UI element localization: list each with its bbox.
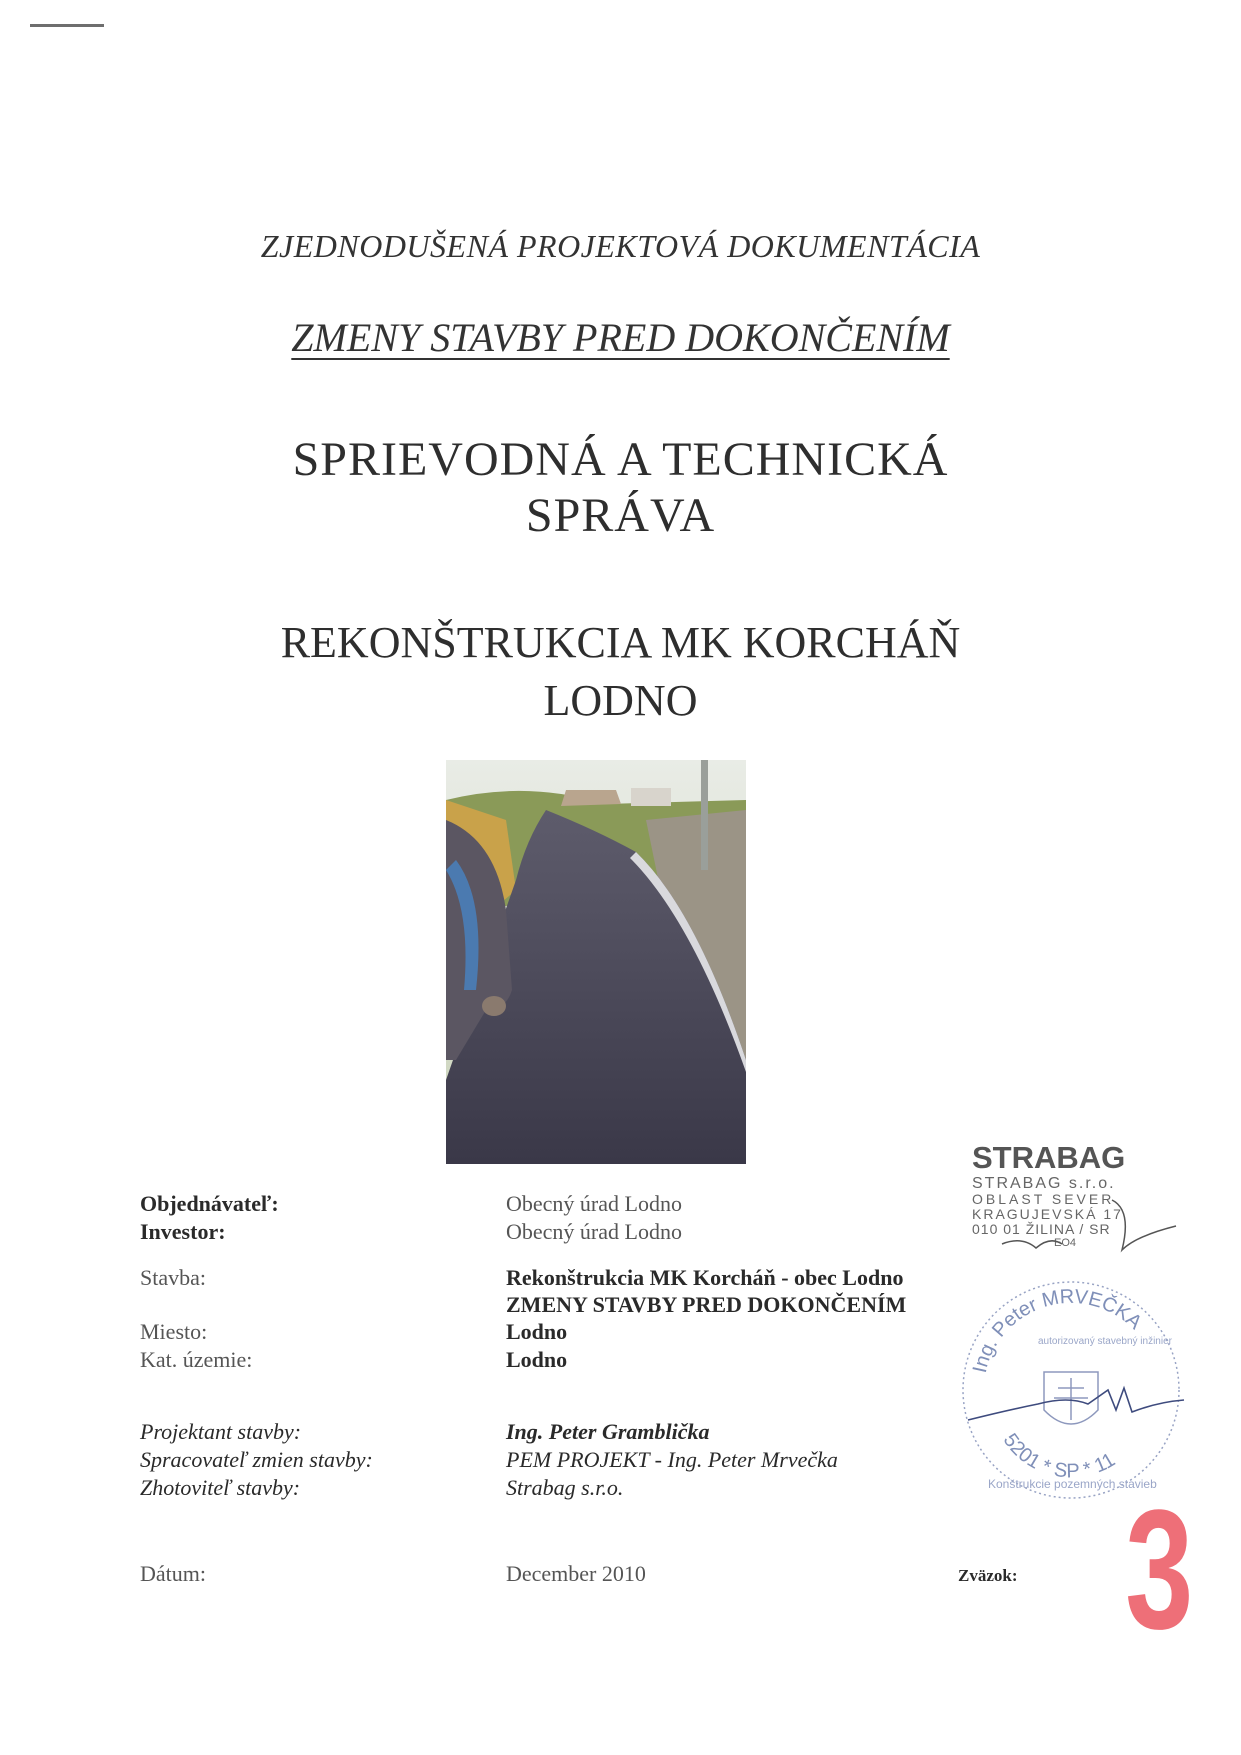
value-zhotovitel: Strabag s.r.o.	[506, 1475, 624, 1500]
value-stavba-2: ZMENY STAVBY PRED DOKONČENÍM	[506, 1292, 907, 1317]
label-kat-uzemie: Kat. územie:	[140, 1347, 253, 1372]
doc-type-line: ZJEDNODUŠENÁ PROJEKTOVÁ DOKUMENTÁCIA	[260, 228, 981, 264]
doc-title-line2: SPRÁVA	[525, 489, 716, 542]
stamp-company-line4: 010 01 ŽILINA / SR	[972, 1221, 1111, 1237]
doc-title	[0, 432, 1241, 544]
stamp-company-line2: OBLAST SEVER	[972, 1191, 1115, 1207]
seal-signature	[968, 1388, 1184, 1420]
volume-number-text: 3	[1125, 1478, 1194, 1650]
value-miesto: Lodno	[506, 1319, 568, 1344]
label-investor: Investor:	[140, 1219, 226, 1244]
volume-number	[1118, 1478, 1194, 1650]
scan-mark	[30, 24, 104, 27]
seal-top-text: Ing. Peter MRVEČKA	[968, 1285, 1146, 1375]
label-zhotovitel: Zhotoviteľ stavby:	[140, 1475, 301, 1500]
svg-text:Ing. Peter MRVEČKA	[969, 1286, 1147, 1375]
label-projektant: Projektant stavby:	[140, 1419, 302, 1444]
value-objednavatel: Obecný úrad Lodno	[506, 1191, 682, 1216]
doc-subtitle: ZMENY STAVBY PRED DOKONČENÍM	[291, 315, 950, 360]
doc-title-line1: SPRIEVODNÁ A TECHNICKÁ	[292, 433, 949, 486]
label-objednavatel: Objednávateľ:	[140, 1191, 279, 1216]
stamp-company-line1: STRABAG s.r.o.	[972, 1175, 1116, 1192]
project-name-line1: REKONŠTRUKCIA MK KORCHÁŇ	[280, 618, 961, 667]
label-zvazok: Zväzok:	[958, 1566, 1018, 1585]
value-spracovatel: PEM PROJEKT - Ing. Peter Mrvečka	[506, 1447, 838, 1472]
value-kat-uzemie: Lodno	[506, 1347, 568, 1372]
stamp-company-name: STRABAG	[972, 1140, 1126, 1175]
seal-number-text: 5201 * SP * 11	[998, 1429, 1120, 1483]
value-projektant: Ing. Peter Gramblička	[506, 1419, 710, 1444]
value-investor: Obecný úrad Lodno	[506, 1219, 682, 1244]
svg-text:5201 * SP * 11	[999, 1430, 1119, 1483]
stamp-company-line3: KRAGUJEVSKÁ 17	[972, 1206, 1123, 1222]
seal-sub-text: autorizovaný stavebný inžinier	[1038, 1336, 1172, 1347]
value-datum: December 2010	[506, 1561, 646, 1586]
road-photo	[446, 760, 746, 1164]
label-datum: Dátum:	[140, 1561, 206, 1586]
label-stavba: Stavba:	[140, 1265, 206, 1290]
value-stavba-1: Rekonštrukcia MK Korcháň - obec Lodno	[506, 1265, 904, 1290]
label-spracovatel: Spracovateľ zmien stavby:	[140, 1447, 373, 1472]
stamp-company-line5: EO4	[1054, 1237, 1077, 1249]
strabag-stamp	[962, 1140, 1192, 1270]
engineer-seal	[948, 1270, 1194, 1510]
project-name	[0, 614, 1241, 730]
label-miesto: Miesto:	[140, 1319, 208, 1344]
seal-bottom-text: Konštrukcie pozemných stavieb	[988, 1477, 1157, 1491]
project-name-line2: LODNO	[543, 676, 698, 725]
